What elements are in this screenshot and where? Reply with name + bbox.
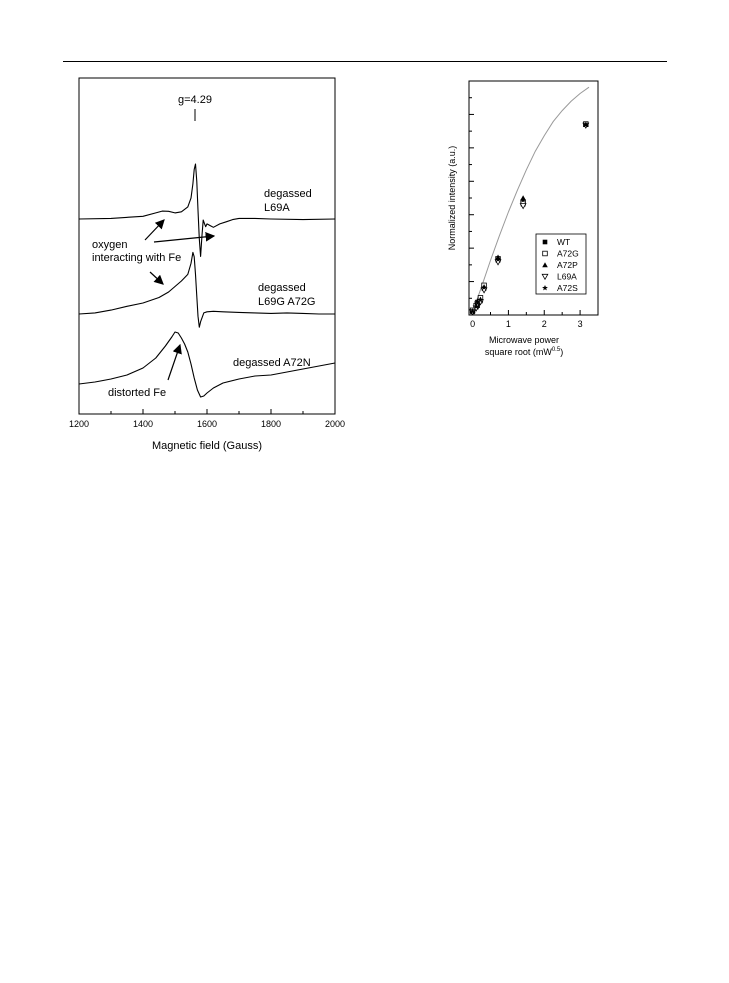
ps-legend-label-a72s: A72S [557,283,578,293]
oxygen-label-line1: oxygen [92,239,128,251]
epr-x-tick-label: 1600 [196,419,218,429]
distorted-fe-label: distorted Fe [108,387,167,399]
label-l69a-line2: L69A [264,202,290,214]
ps-x-axis-title-sup: 0.5 [551,347,561,353]
ps-legend-label-a72g: A72G [557,248,579,259]
label-l69g-line2: L69G A72G [258,296,316,308]
ps-legend-label-a72p: A72P [557,260,578,270]
epr-x-tick-label: 1200 [68,419,90,429]
epr-x-tick-label: 1800 [260,419,282,429]
ps-x-axis-title-main: square root (mW [484,347,552,357]
ps-x-axis-title-line1: Microwave power [488,335,560,345]
ps-legend-marker-wt [543,240,548,245]
ps-x-tick-label: 0 [470,319,476,329]
ps-x-tick-label: 2 [541,319,547,329]
ps-x-tick-label: 1 [505,319,511,329]
epr-x-tick-label: 2000 [324,419,346,429]
label-l69a-line1: degassed [264,188,312,200]
ps-legend-marker-a72g [543,251,548,256]
ps-legend-label-l69a: L69A [557,271,577,282]
ps-legend-label-wt: WT [557,237,571,247]
epr-x-axis-title: Magnetic field (Gauss) [151,440,263,452]
epr-x-tick-label: 1400 [132,419,154,429]
ps-y-axis-title: Normalized intensity (a.u.) [447,145,457,251]
ps-x-tick-label: 3 [577,319,583,329]
ps-x-axis-title-line2 [485,347,563,357]
g-marker-label: g=4.29 [178,94,212,106]
ps-x-ticks [470,310,583,329]
oxygen-label-line2: interacting with Fe [92,252,182,264]
ps-x-axis-title-close: ) [560,347,564,357]
label-a72n: degassed A72N [233,357,311,369]
label-l69g-line1: degassed [258,282,306,294]
ps-y-ticks [469,81,474,315]
